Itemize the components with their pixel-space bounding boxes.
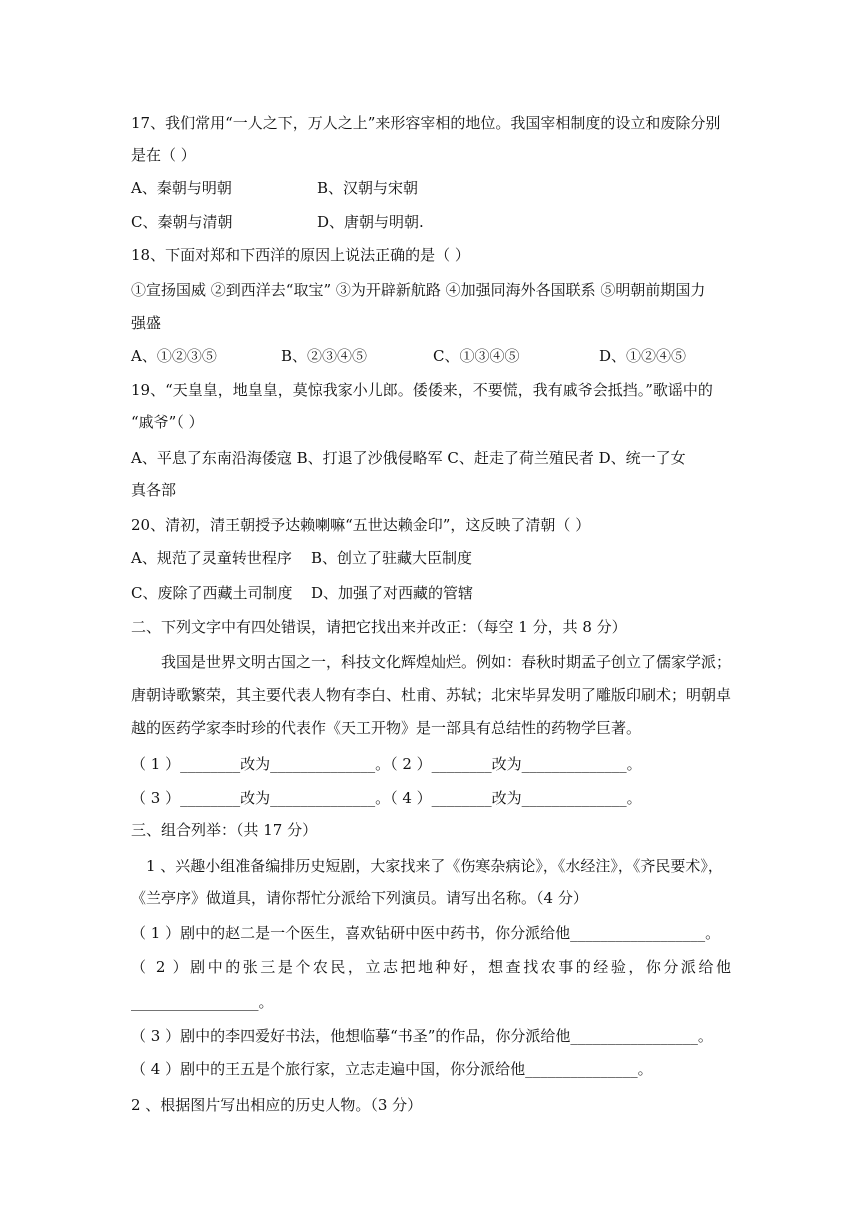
section2-blanks-row-1: （ 1 ）________改为______________。（ 2 ）________改为______________。 xyxy=(131,755,642,773)
q17-option-c: C、秦朝与清朝 xyxy=(131,213,233,231)
section3-q1-intro-line-2: 《兰亭序》做道具，请你帮忙分派给下列演员。请写出名称。（4 分） xyxy=(131,889,588,907)
section2-paragraph-line-3: 越的医药学家李时珍的代表作《天工开物》是一部具有总结性的药物学巨著。 xyxy=(131,719,642,737)
q17-stem-line-2: 是在（ ） xyxy=(131,146,196,164)
q19-stem-line-1: 19、“天皇皇，地皇皇，莫惊我家小儿郎。倭倭来，不要慌，我有戚爷会抵挡。”歌谣中的 xyxy=(131,381,713,399)
q17-option-a: A、秦朝与明朝 xyxy=(131,179,232,197)
q20-options-row-2 xyxy=(131,583,731,603)
section3-q1-item-3: （ 3 ）剧中的李四爱好书法，他想临摹“书圣”的作品，你分派给他_________________。 xyxy=(131,1027,713,1045)
q19-options-line-2: 真各部 xyxy=(131,481,177,499)
q19-stem-line-2: “戚爷”（ ） xyxy=(131,413,204,431)
q18-stem: 18、下面对郑和下西洋的原因上说法正确的是（ ） xyxy=(131,246,470,264)
q20-stem: 20、清初，清王朝授予达赖喇嘛“五世达赖金印”，这反映了清朝（ ） xyxy=(131,516,591,534)
q17-options-row-2 xyxy=(131,212,731,232)
section2-heading: 二、下列文字中有四处错误，请把它找出来并改正：（每空 1 分，共 8 分） xyxy=(131,618,627,636)
q20-option-b: B、创立了驻藏大臣制度 xyxy=(311,549,473,567)
q18-option-c: C、①③④⑤ xyxy=(433,347,520,365)
q20-option-c: C、废除了西藏土司制度 xyxy=(131,584,293,602)
section3-q1-item-2-line-1: （ 2 ）剧中的张三是个农民，立志把地种好，想查找农事的经验，你分派给他 xyxy=(131,958,731,976)
q18-option-a: A、①②③⑤ xyxy=(131,347,217,365)
q18-items-line-1: ①宣扬国威 ②到西洋去“取宝” ③为开辟新航路 ④加强同海外各国联系 ⑤明朝前期国力 xyxy=(131,281,706,299)
section3-heading: 三、组合列举：（共 17 分） xyxy=(131,821,318,839)
section2-paragraph-line-1: 我国是世界文明古国之一，科技文化辉煌灿烂。例如：春秋时期孟子创立了儒家学派； xyxy=(161,653,732,671)
q18-items-line-2: 强盛 xyxy=(131,314,162,332)
q18-option-d: D、①②④⑤ xyxy=(599,347,687,365)
q20-option-a: A、规范了灵童转世程序 xyxy=(131,549,292,567)
section3-q1-item-4: （ 4 ）剧中的王五是个旅行家，立志走遍中国，你分派给他_______________。 xyxy=(131,1060,653,1078)
q19-options-line-1: A、平息了东南沿海倭寇 B、打退了沙俄侵略军 C、赶走了荷兰殖民者 D、统一了女 xyxy=(131,449,686,467)
section3-q1-item-1: （ 1 ）剧中的赵二是一个医生，喜欢钻研中医中药书，你分派给他__________________。 xyxy=(131,924,721,942)
q17-stem-line-1: 17、我们常用“一人之下，万人之上”来形容宰相的地位。我国宰相制度的设立和废除分别 xyxy=(131,114,721,132)
section3-q2-heading: 2 、根据图片写出相应的历史人物。（3 分） xyxy=(131,1096,423,1114)
q17-option-d: D、唐朝与明朝. xyxy=(317,213,424,231)
section2-paragraph-line-2: 唐朝诗歌繁荣，其主要代表人物有李白、杜甫、苏轼；北宋毕昇发明了雕版印刷术；明朝卓 xyxy=(131,686,732,704)
q20-option-d: D、加强了对西藏的管辖 xyxy=(311,584,474,602)
q18-options-row xyxy=(131,346,731,366)
q18-option-b: B、②③④⑤ xyxy=(281,347,368,365)
section3-q1-item-2-line-2: _________________。 xyxy=(131,993,274,1011)
q20-options-row-1 xyxy=(131,548,731,568)
section2-blanks-row-2: （ 3 ）________改为______________。（ 4 ）________改为______________。 xyxy=(131,789,642,807)
section3-q1-intro-line-1: 1 、兴趣小组准备编排历史短剧，大家找来了《伤寒杂病论》，《水经注》，《齐民要术》， xyxy=(146,857,723,875)
q17-option-b: B、汉朝与宋朝 xyxy=(317,179,419,197)
q17-options-row-1 xyxy=(131,178,731,198)
